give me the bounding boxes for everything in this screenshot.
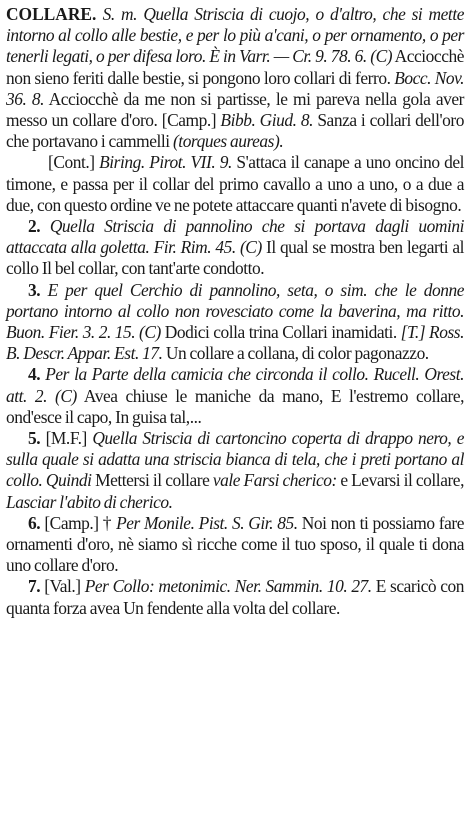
entry-continuation bbox=[6, 152, 464, 216]
sense-definition: Per Monile. bbox=[116, 512, 195, 533]
sense-definition: E per quel Cerchio di pannolino, seta, o sim. che le donne portano intorno al collo non rovesciato come la baverina, ma ritto. bbox=[6, 279, 464, 321]
citation-text: S'attaca il canape a uno oncino del timone, e passa per il collar del primo cavallo a uno a uno, o a due a due, con questo ordine ve ne potete attaccare quanti n'avete di bisogno. bbox=[6, 152, 464, 215]
citation-text: Un collare a collana, di color pagonazzo. bbox=[165, 343, 429, 364]
sense-definition: Per Collo: metonimic. bbox=[84, 576, 231, 597]
sense-2 bbox=[6, 216, 464, 280]
citation-ref: Ner. Sammin. 10. 27. bbox=[234, 576, 372, 597]
sense-number: 3. bbox=[28, 279, 41, 300]
citation-ref: Fir. Rim. 45. (C) bbox=[153, 237, 262, 258]
phrase: e Levarsi il collare, bbox=[340, 470, 464, 491]
sense-number: 2. bbox=[28, 216, 41, 237]
phrase: Mettersi il collare bbox=[95, 470, 210, 491]
citation-ref: Bocc. Nov. 36. 8. bbox=[6, 67, 465, 109]
citation-text: Avea chiuse le maniche da mano, E l'estremo collare, ond'esce il capo, In guisa tal,... bbox=[6, 385, 464, 427]
citation-ref: — Cr. 9. 78. 6. (C) bbox=[273, 46, 393, 67]
editor-tag: [Cont.] bbox=[48, 152, 95, 173]
editor-tag: [Val.] bbox=[44, 576, 81, 597]
latin-gloss: (torques aureas). bbox=[172, 131, 284, 152]
phrase-gloss: Lasciar l'abito di cherico. bbox=[6, 491, 173, 512]
citation-text: Acciocchè non sieno feriti dalle bestie, si pongono loro collari di ferro. bbox=[6, 46, 464, 88]
entry-main bbox=[6, 4, 464, 152]
sense-7 bbox=[6, 576, 464, 618]
sense-3 bbox=[6, 280, 464, 365]
citation-ref: Bibb. Giud. 8. bbox=[220, 110, 314, 131]
citation-ref: Rucell. Orest. att. 2. (C) bbox=[6, 364, 464, 406]
citation-ref: Buon. Fier. 3. 2. 15. (C) bbox=[6, 322, 161, 343]
editor-tag: [Camp.] bbox=[161, 110, 217, 131]
sense-number: 6. bbox=[28, 512, 41, 533]
sense-number: 4. bbox=[28, 364, 41, 385]
definition: Quella Striscia di cuojo, o d'altro, che si mette intorno al collo alle bestie, e per lo più a'cani, o per ornamento, o per tenerli legati, o per difesa loro. È in Varr. bbox=[6, 4, 464, 67]
editor-tag: [M.F.] bbox=[45, 428, 87, 449]
citation-text: Il qual se mostra ben legarti al collo Il bel collar, con tant'arte condotto. bbox=[6, 237, 464, 279]
sense-number: 5. bbox=[28, 428, 41, 449]
citation-ref: Pist. S. Gir. 85. bbox=[198, 512, 298, 533]
sense-5 bbox=[6, 428, 464, 513]
sense-number: 7. bbox=[28, 576, 41, 597]
dictionary-page bbox=[6, 4, 464, 619]
headword: COLLARE. bbox=[6, 4, 97, 24]
sense-definition: Per la Parte della camicia che circonda il collo. bbox=[45, 364, 369, 385]
citation-text: Acciocchè da me non si partisse, le mi pareva nella gola aver messo un collare d'oro. bbox=[6, 88, 465, 131]
citation-ref: Biring. Pirot. VII. 9. bbox=[99, 152, 232, 173]
citation-text: Sanza i collari dell'oro che portavano i cammelli bbox=[6, 110, 464, 152]
citation-text: E scaricò con quanta forza avea Un fendente alla volta del collare. bbox=[6, 576, 464, 618]
sense-6 bbox=[6, 513, 464, 577]
editor-tag: [Camp.] † bbox=[44, 512, 112, 533]
sense-definition: Quella Striscia di pannolino che si portava dagli uomini attaccata alla goletta. bbox=[6, 216, 464, 258]
sense-definition: Quella Striscia di cartoncino coperta di drappo nero, e sulla quale si adatta una striscia bianca di tela, che i preti portano al collo. Quindi bbox=[6, 428, 464, 491]
citation-text: Noi non ti possiamo fare ornamenti d'oro, nè siamo sì ricche come il tuo sposo, il quale ti dona uno collare d'oro. bbox=[6, 512, 464, 576]
citation-text: Dodici colla trina Collari inamidati. bbox=[164, 322, 397, 343]
phrase-gloss: vale Farsi cherico: bbox=[212, 470, 337, 491]
citation-ref: [T.] Ross. B. Descr. Appar. Est. 17. bbox=[6, 322, 464, 364]
sense-4 bbox=[6, 364, 464, 428]
part-of-speech: S. m. bbox=[102, 4, 138, 24]
